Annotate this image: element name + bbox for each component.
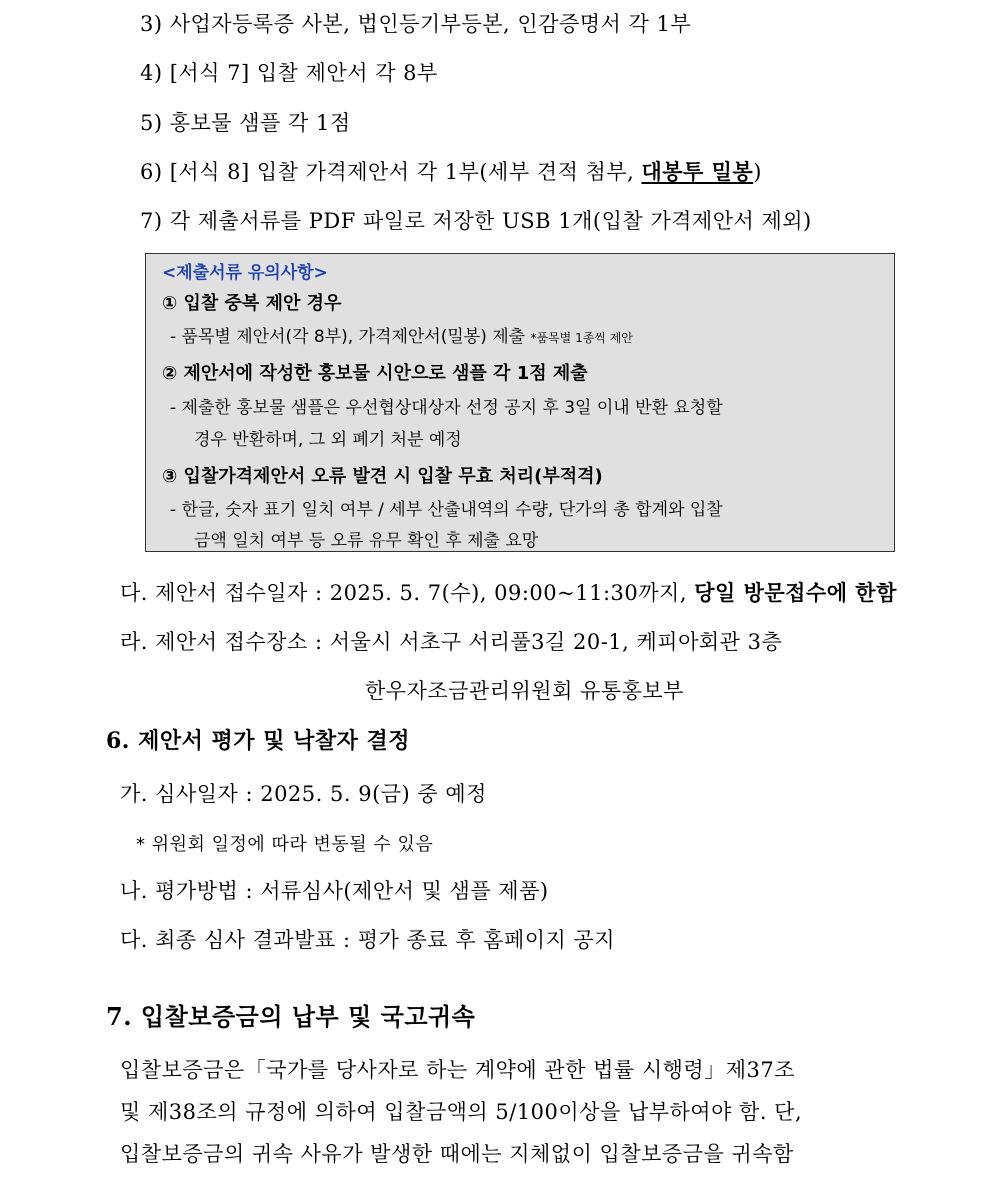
notice-item-1-text: - 품목별 제안서(각 8부), 가격제안서(밀봉) 제출: [170, 327, 526, 347]
final-result: 다. 최종 심사 결과발표 : 평가 종료 후 홈페이지 공지: [120, 928, 616, 952]
list-item-5: 5) 홍보물 샘플 각 1점: [140, 111, 351, 135]
section-7-heading: 7. 입찰보증금의 납부 및 국고귀속: [106, 1002, 476, 1031]
notice-item-1: [170, 322, 633, 347]
list-item-3: 3) 사업자등록증 사본, 법인등기부등본, 인감증명서 각 1부: [140, 12, 692, 36]
notice-item-3a: - 한글, 숫자 표기 일치 여부 / 세부 산출내역의 수량, 단가의 총 합계와 입찰: [170, 500, 723, 520]
notice-item-3b: 금액 일치 여부 등 오류 유무 확인 후 제출 요망: [194, 531, 539, 551]
section-7-para-line-2: 및 제38조의 규정에 의하여 입찰금액의 5/100이상을 납부하여야 함. 단,: [120, 1100, 803, 1124]
evaluation-method: 나. 평가방법 : 서류심사(제안서 및 샘플 제품): [120, 879, 549, 903]
receipt-date-text: 다. 제안서 접수일자 : 2025. 5. 7(수), 09:00~11:30까지,: [120, 581, 695, 605]
review-date: 가. 심사일자 : 2025. 5. 9(금) 중 예정: [120, 782, 487, 806]
list-item-6-text: 6) [서식 8] 입찰 가격제안서 각 1부(세부 견적 첨부,: [140, 160, 642, 184]
notice-item-2b: 경우 반환하며, 그 외 폐기 처분 예정: [194, 430, 462, 450]
review-date-note: * 위원회 일정에 따라 변동될 수 있음: [136, 834, 434, 855]
section-6-heading: 6. 제안서 평가 및 낙찰자 결정: [106, 728, 411, 754]
list-item-6-emphasis: 대봉투 밀봉: [641, 159, 754, 184]
notice-heading-2: ② 제안서에 작성한 홍보물 시안으로 샘플 각 1점 제출: [162, 363, 588, 384]
notice-heading-3: ③ 입찰가격제안서 오류 발견 시 입찰 무효 처리(부적격): [162, 466, 603, 487]
notice-heading-1: ① 입찰 중복 제안 경우: [162, 293, 342, 314]
list-item-7: 7) 각 제출서류를 PDF 파일로 저장한 USB 1개(입찰 가격제안서 제외): [140, 209, 812, 233]
section-7-para-line-1: 입찰보증금은「국가를 당사자로 하는 계약에 관한 법률 시행령」제37조: [120, 1058, 795, 1082]
list-item-6-close: ): [753, 160, 762, 184]
notice-box: [145, 253, 895, 552]
notice-title: <제출서류 유의사항>: [162, 263, 328, 283]
list-item-4: 4) [서식 7] 입찰 제안서 각 8부: [140, 61, 438, 85]
receipt-date: [120, 579, 897, 607]
receipt-place-dept: 한우자조금관리위원회 유통홍보부: [365, 679, 684, 703]
receipt-place: 라. 제안서 접수장소 : 서울시 서초구 서리풀3길 20-1, 케피아회관 3층: [120, 630, 783, 654]
notice-item-2a: - 제출한 홍보물 샘플은 우선협상대상자 선정 공지 후 3일 이내 반환 요청할: [170, 398, 723, 418]
receipt-date-emphasis: 당일 방문접수에 한함: [694, 580, 897, 605]
notice-item-1-note: *품목별 1종씩 제안: [530, 331, 633, 345]
section-7-para-line-3: 입찰보증금의 귀속 사유가 발생한 때에는 지체없이 입찰보증금을 귀속함: [120, 1142, 794, 1166]
list-item-6: [140, 158, 762, 186]
